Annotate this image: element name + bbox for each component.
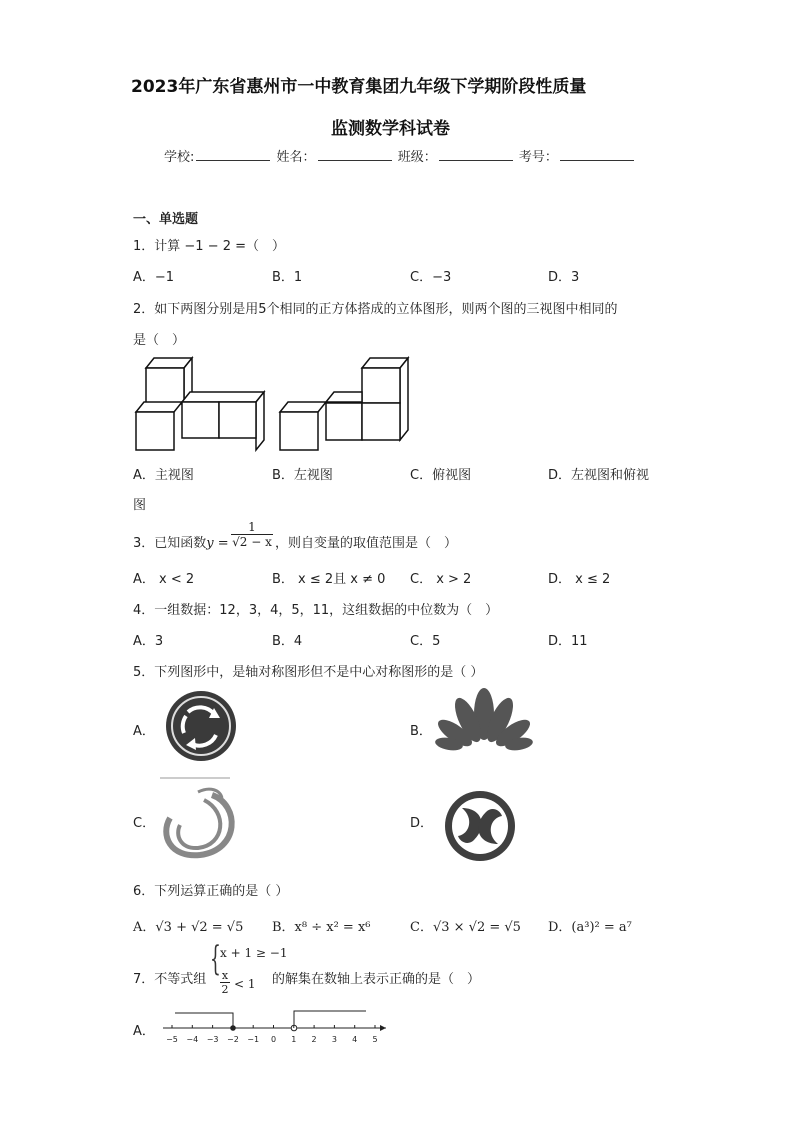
q2-option-c[interactable]: C．俯视图 <box>410 468 472 483</box>
solution-bracket-left <box>175 1013 233 1028</box>
q2-stem: 2．如下两图分别是用5个相同的正方体搭成的立体图形，则两个图的三视图中相同的 <box>133 302 618 317</box>
q6-option-b[interactable]: B．x⁸ ÷ x² = x⁶ <box>272 920 371 935</box>
q7-frac-den: 2 <box>221 983 229 996</box>
q7-ineq-2-rel: < 1 <box>234 977 256 991</box>
q7-stem-post: 的解集在数轴上表示正确的是（ ） <box>272 972 481 987</box>
fig2-cube-front-2 <box>326 403 362 440</box>
number-line-tick-label: 4 <box>352 1035 358 1044</box>
fig2-top-cube-front <box>362 368 400 403</box>
number-line-tick-label: −2 <box>227 1035 239 1044</box>
number-line-tick-label: −3 <box>206 1035 219 1044</box>
q3-option-c[interactable]: C． x > 2 <box>410 572 472 587</box>
q5-stem: 5．下列图形中，是轴对称图形但不是中心对称图形的是（ ） <box>133 665 484 680</box>
section-title: 一、单选题 <box>133 212 199 227</box>
number-line-tick-label: 2 <box>311 1035 317 1044</box>
q4-stem: 4．一组数据：12，3，4，5，11，这组数据的中位数为（ ） <box>133 603 499 618</box>
number-line-tick-label: −5 <box>166 1035 178 1044</box>
logo-c-bird-crescent <box>160 778 232 855</box>
number-line-arrow <box>380 1025 386 1031</box>
q3-option-a[interactable]: A． x < 2 <box>133 572 195 587</box>
logo-b-petal-fan <box>434 688 534 752</box>
q3-numerator: 1 <box>248 520 256 534</box>
fig2-middle-top <box>326 392 362 402</box>
q1-option-a[interactable]: A．−1 <box>133 270 175 285</box>
q7-ineq-2-frac <box>220 969 230 996</box>
logo-d-swirl-circle <box>445 791 515 861</box>
q7-brace: { <box>210 939 221 979</box>
school-blank[interactable] <box>196 148 270 161</box>
q7-option-a[interactable]: A． <box>133 1024 155 1039</box>
open-dot-1 <box>291 1025 297 1031</box>
q6-option-a[interactable]: A．√3 + √2 = √5 <box>133 920 244 935</box>
q3-fraction <box>231 520 273 549</box>
fig2-top-cube-top <box>362 358 408 368</box>
fig2-right-side <box>400 358 408 440</box>
number-line-tick-label: 5 <box>372 1035 378 1044</box>
number-line-tick-label: 0 <box>270 1035 277 1044</box>
q7-frac-num: x <box>221 969 229 982</box>
fig1-low-row-top <box>182 392 264 402</box>
student-info-fields <box>164 146 636 165</box>
q2-option-d-wrap: 图 <box>133 498 147 513</box>
q2-option-b[interactable]: B．左视图 <box>272 468 333 483</box>
number-line-tick-label: −4 <box>186 1035 199 1044</box>
q5-option-d[interactable]: D． <box>410 816 434 831</box>
q6-option-c[interactable]: C．√3 × √2 = √5 <box>410 920 521 935</box>
q4-option-b[interactable]: B．4 <box>272 634 303 649</box>
q6-option-d[interactable]: D．(a³)² = a⁷ <box>548 920 632 935</box>
q7-stem-pre: 7．不等式组 <box>133 972 207 987</box>
q5-option-a[interactable]: A． <box>133 724 155 739</box>
fig1-low-cube1-top <box>136 402 182 412</box>
fig2-cube-front-3 <box>362 403 400 440</box>
logo-a-recycle-circle <box>166 691 236 761</box>
title-line-1: 2023年广东省惠州市一中教育集团九年级下学期阶段性质量 <box>131 77 587 97</box>
fig1-top-cube-side <box>184 358 192 404</box>
field-name: 姓名： <box>276 150 316 165</box>
q7-ineq-1: x + 1 ≥ −1 <box>220 946 288 960</box>
q4-option-a[interactable]: A．3 <box>133 634 164 649</box>
name-blank[interactable] <box>318 148 392 161</box>
q3-stem <box>133 532 229 551</box>
field-school: 学校: <box>164 150 195 165</box>
field-exam-no: 考号： <box>518 150 558 165</box>
fig1-cube-front-2 <box>182 402 219 438</box>
number-line-tick-label: 1 <box>291 1035 297 1044</box>
number-line-tick-label: −1 <box>247 1035 260 1044</box>
q1-option-d[interactable]: D．3 <box>548 270 580 285</box>
q3-stem-post: ，则自变量的取值范围是（ ） <box>275 536 458 551</box>
q3-denominator: √2 − x <box>232 535 272 549</box>
q5-option-b[interactable]: B． <box>410 724 432 739</box>
q3-option-d[interactable]: D． x ≤ 2 <box>548 572 611 587</box>
exam-no-blank[interactable] <box>560 148 634 161</box>
q1-stem: 1．计算 −1 − 2 =（ ） <box>133 239 286 254</box>
title-line-2: 监测数学科试卷 <box>331 119 450 139</box>
q1-option-c[interactable]: C．−3 <box>410 270 452 285</box>
fig1-cube-front-1 <box>136 412 174 450</box>
solution-bracket-right <box>294 1011 366 1028</box>
q5-option-c[interactable]: C． <box>133 816 156 831</box>
fig1-cube-front-3 <box>219 402 256 438</box>
class-blank[interactable] <box>439 148 513 161</box>
q1-option-b[interactable]: B．1 <box>272 270 303 285</box>
fig2-left-cube-top <box>280 402 326 412</box>
fig1-top-cube-top <box>146 358 192 368</box>
fig1-top-cube-front <box>146 368 184 404</box>
q2-option-a[interactable]: A．主视图 <box>133 468 194 483</box>
q4-option-c[interactable]: C．5 <box>410 634 441 649</box>
q2-stem-cont: 是（ ） <box>133 333 186 348</box>
q6-stem: 6．下列运算正确的是（ ） <box>133 884 289 899</box>
fig2-cube-front-1 <box>280 412 318 450</box>
fig1-low-row-side <box>256 392 264 450</box>
field-class: 班级： <box>397 150 437 165</box>
q3-stem-pre: 3．已知函数 <box>133 536 207 551</box>
solid-dot-minus-2 <box>230 1025 236 1031</box>
q3-option-b[interactable]: B． x ≤ 2且 x ≠ 0 <box>272 572 386 587</box>
q3-func: y = <box>206 536 229 551</box>
q2-option-d[interactable]: D．左视图和俯视 <box>548 468 650 483</box>
number-line-tick-label: 3 <box>331 1035 337 1044</box>
q4-option-d[interactable]: D．11 <box>548 634 588 649</box>
